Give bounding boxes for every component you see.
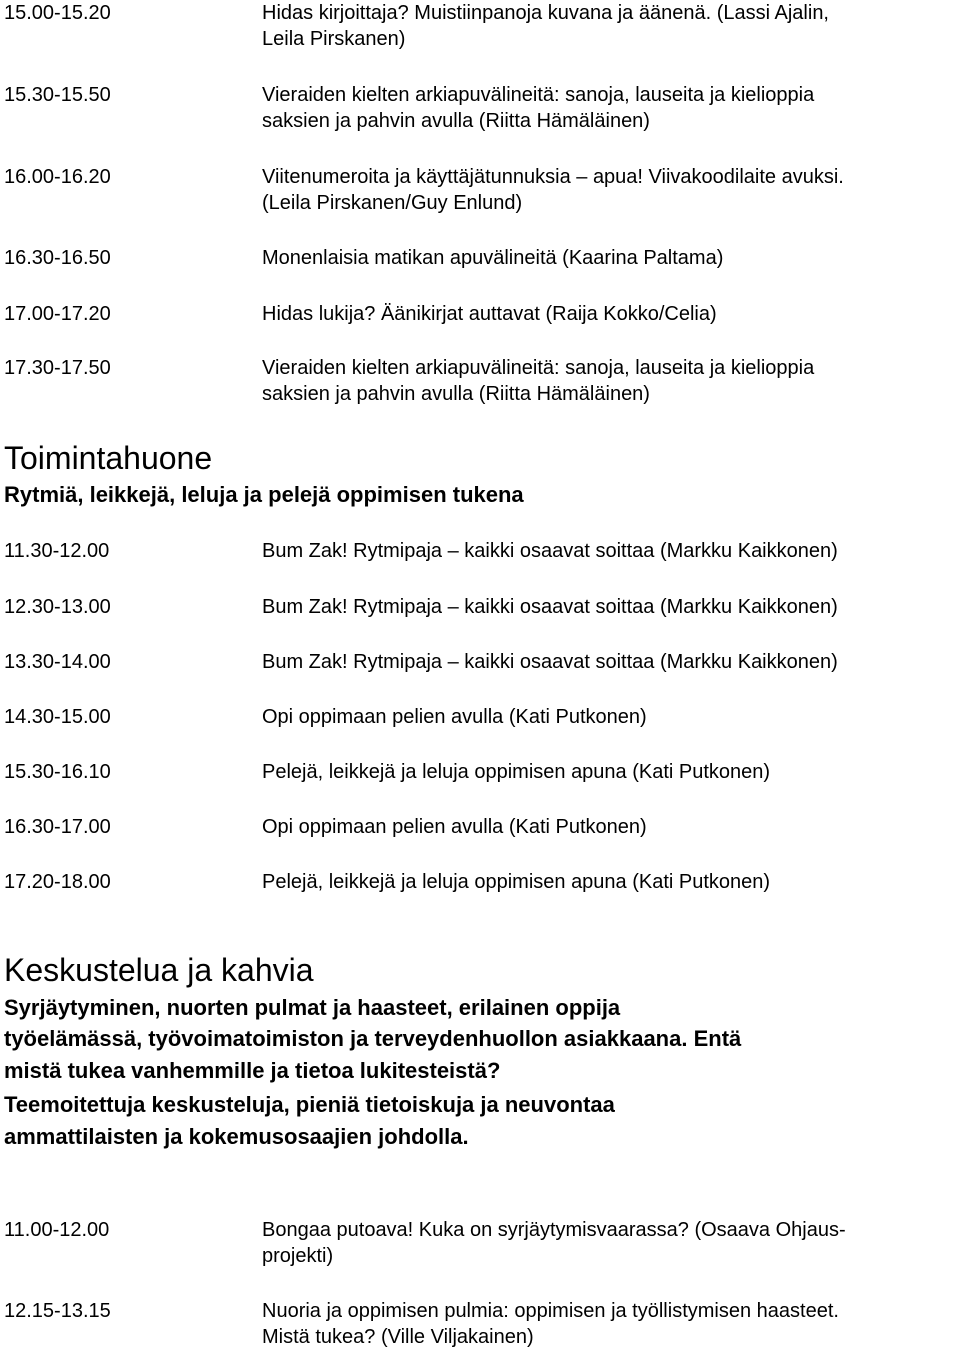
session-description: [262, 704, 960, 730]
session-time: 16.30-17.00: [4, 816, 111, 838]
session-line: Mistä tukea? (Ville Viljakainen): [262, 1326, 534, 1348]
session-line: Nuoria ja oppimisen pulmia: oppimisen ja työllistymisen haasteet.: [262, 1300, 839, 1322]
session-description: [262, 0, 960, 52]
session-time: 17.30-17.50: [4, 357, 111, 379]
session-time: 11.00-12.00: [4, 1219, 110, 1241]
section-intro-line: mistä tukea vanhemmille ja tietoa lukitesteistä?: [4, 1058, 501, 1083]
section-subheading: Rytmiä, leikkejä, leluja ja pelejä oppimisen tukena: [4, 482, 524, 507]
session-line: saksien ja pahvin avulla (Riitta Hämäläinen): [262, 383, 650, 405]
session-line: Viitenumeroita ja käyttäjätunnuksia – apua! Viivakoodilaite avuksi.: [262, 166, 844, 188]
section-intro-line: Syrjäytyminen, nuorten pulmat ja haasteet, erilainen oppija: [4, 995, 621, 1020]
session-line: Pelejä, leikkejä ja leluja oppimisen apuna (Kati Putkonen): [262, 761, 771, 783]
session-line: Leila Pirskanen): [262, 28, 406, 50]
session-line: Bum Zak! Rytmipaja – kaikki osaavat soittaa (Markku Kaikkonen): [262, 651, 838, 673]
session-line: Opi oppimaan pelien avulla (Kati Putkonen): [262, 706, 647, 728]
session-line: Hidas kirjoittaja? Muistiinpanoja kuvana ja äänenä. (Lassi Ajalin,: [262, 2, 829, 24]
session-description: [262, 649, 960, 675]
session-time: 12.15-13.15: [4, 1300, 111, 1322]
session-time: 17.00-17.20: [4, 303, 111, 325]
section-heading-toimintahuone: Toimintahuone: [4, 440, 213, 476]
session-time: 16.30-16.50: [4, 247, 111, 269]
session-line: saksien ja pahvin avulla (Riitta Hämäläinen): [262, 110, 650, 132]
section-intro-line: ammattilaisten ja kokemusosaajien johdolla.: [4, 1124, 469, 1149]
session-description: [262, 301, 960, 327]
session-line: (Leila Pirskanen/Guy Enlund): [262, 192, 523, 214]
session-description: [262, 869, 960, 895]
session-description: [262, 538, 960, 564]
session-time: 12.30-13.00: [4, 596, 111, 618]
session-description: [262, 355, 960, 407]
session-line: Monenlaisia matikan apuvälineitä (Kaarina Paltama): [262, 247, 724, 269]
session-description: [262, 245, 960, 271]
session-description: [262, 1217, 960, 1269]
session-line: Bum Zak! Rytmipaja – kaikki osaavat soittaa (Markku Kaikkonen): [262, 596, 838, 618]
session-time: 17.20-18.00: [4, 871, 111, 893]
session-time: 15.00-15.20: [4, 2, 111, 24]
session-line: Opi oppimaan pelien avulla (Kati Putkonen): [262, 816, 647, 838]
session-time: 16.00-16.20: [4, 166, 111, 188]
session-line: Vieraiden kielten arkiapuvälineitä: sanoja, lauseita ja kielioppia: [262, 357, 815, 379]
session-description: [262, 1298, 960, 1350]
section-intro-line: Teemoitettuja keskusteluja, pieniä tietoiskuja ja neuvontaa: [4, 1092, 615, 1117]
session-time: 14.30-15.00: [4, 706, 111, 728]
session-line: projekti): [262, 1245, 334, 1267]
session-description: [262, 759, 960, 785]
section-intro-line: työelämässä, työvoimatoimiston ja terveydenhuollon asiakkaana. Entä: [4, 1026, 742, 1051]
session-line: Hidas lukija? Äänikirjat auttavat (Raija Kokko/Celia): [262, 303, 717, 325]
session-description: [262, 164, 960, 216]
session-line: Bongaa putoava! Kuka on syrjäytymisvaarassa? (Osaava Ohjaus-: [262, 1219, 846, 1241]
session-line: Bum Zak! Rytmipaja – kaikki osaavat soittaa (Markku Kaikkonen): [262, 540, 838, 562]
session-time: 15.30-16.10: [4, 761, 111, 783]
session-line: Vieraiden kielten arkiapuvälineitä: sanoja, lauseita ja kielioppia: [262, 84, 815, 106]
session-description: [262, 82, 960, 134]
session-description: [262, 814, 960, 840]
session-time: 15.30-15.50: [4, 84, 111, 106]
session-time: 11.30-12.00: [4, 540, 110, 562]
section-heading-keskustelu: Keskustelua ja kahvia: [4, 952, 314, 988]
session-time: 13.30-14.00: [4, 651, 111, 673]
session-line: Pelejä, leikkejä ja leluja oppimisen apuna (Kati Putkonen): [262, 871, 771, 893]
session-description: [262, 594, 960, 620]
